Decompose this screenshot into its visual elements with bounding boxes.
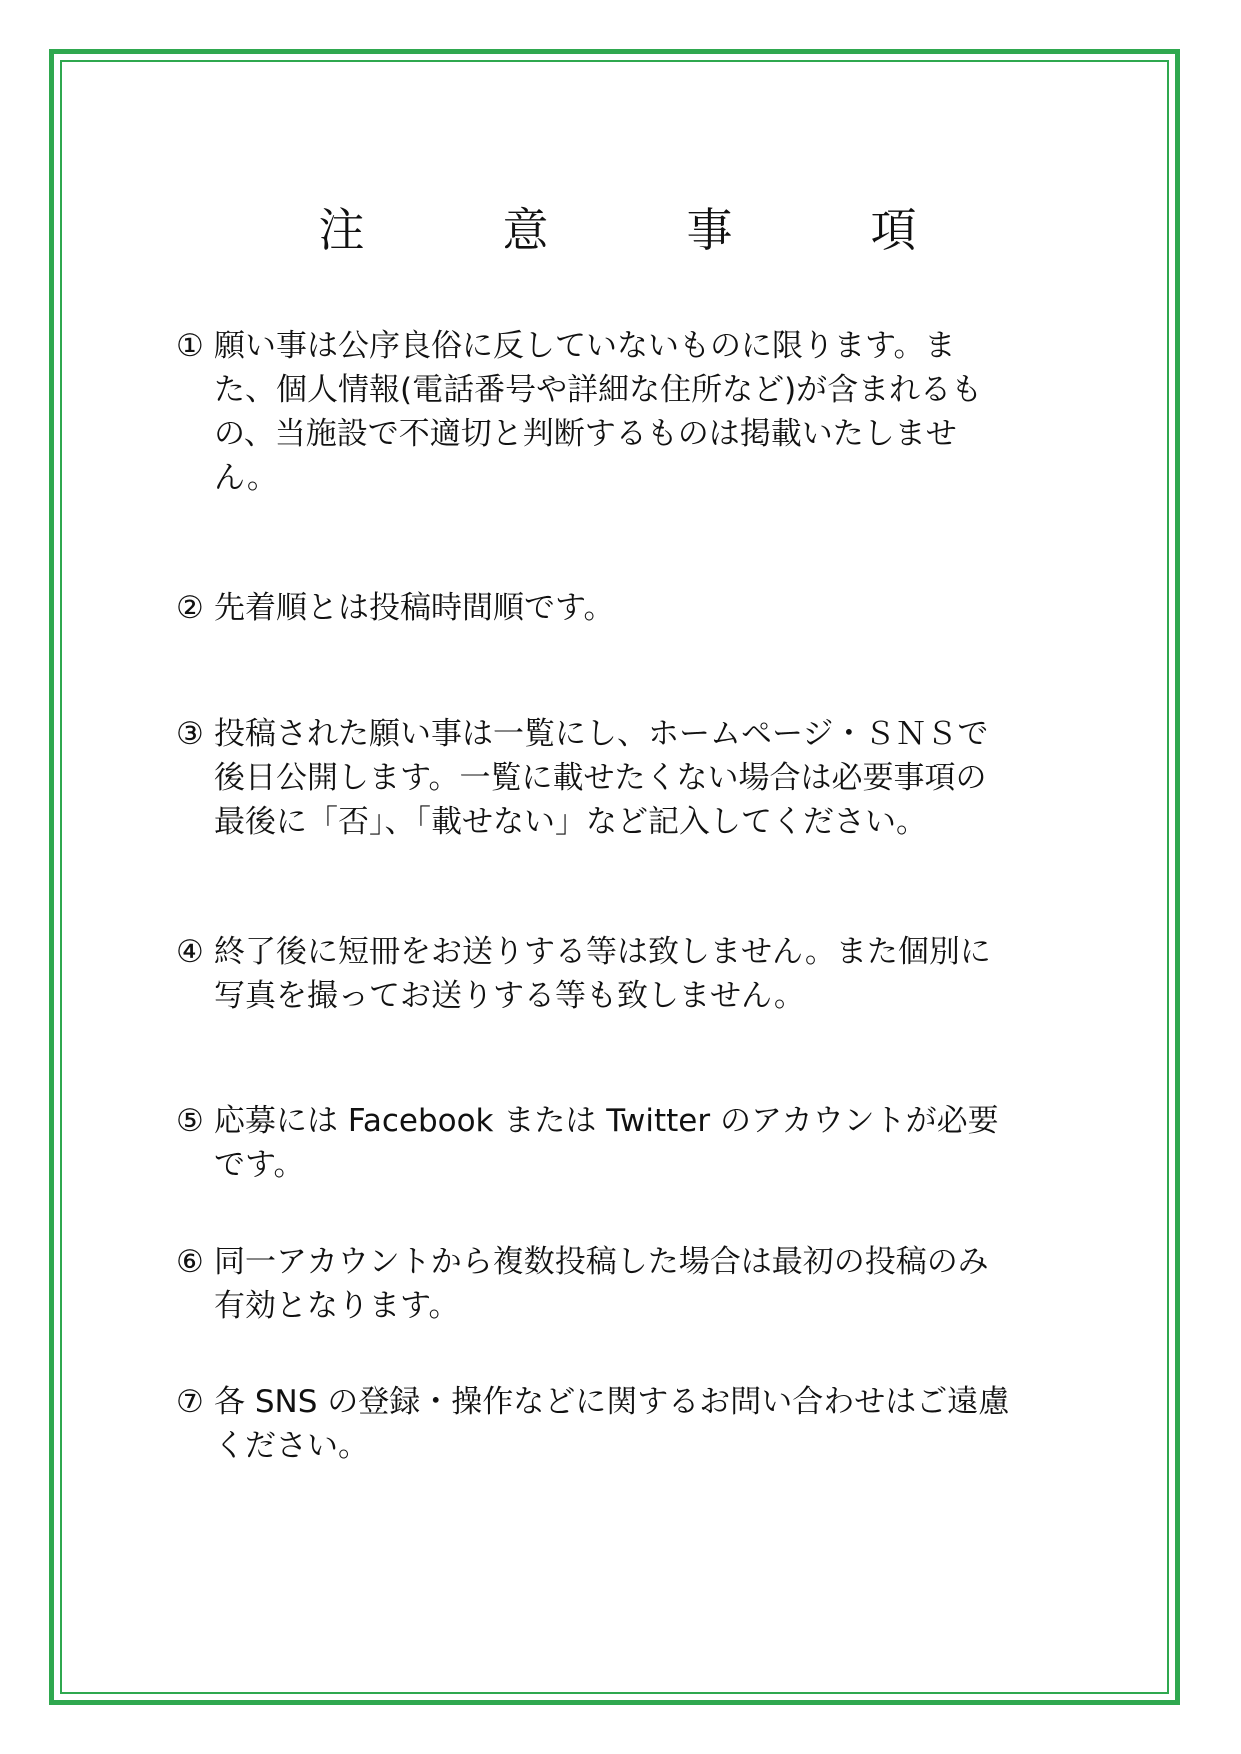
notice-item-2 — [176, 586, 1076, 630]
item-text: 終了後に短冊をお送りする等は致しません。また個別に 写真を撮ってお送りする等も致しません。 — [214, 934, 991, 1014]
item-number: ⑦ — [176, 1384, 204, 1420]
item-text: 先着順とは投稿時間順です。 — [214, 590, 615, 626]
notice-item-4 — [176, 930, 1076, 1018]
notice-item-5 — [176, 1099, 1076, 1187]
item-number: ② — [176, 590, 204, 626]
notice-item-1 — [176, 324, 1076, 500]
item-text: 願い事は公序良俗に反していないものに限ります。ま た、個人情報(電話番号や詳細な住所など)が含まれるも の、当施設で不適切と判断するものは掲載いたしませ ん。 — [214, 328, 983, 496]
item-text: 応募には Facebook または Twitter のアカウントが必要 です。 — [214, 1103, 999, 1183]
item-number: ⑥ — [176, 1244, 204, 1280]
notice-item-7 — [176, 1380, 1076, 1468]
item-text: 投稿された願い事は一覧にし、ホームページ・ＳＮＳで 後日公開します。一覧に載せたくない場合は必要事項の 最後に「否」、「載せない」など記入してください。 — [214, 716, 989, 840]
item-number: ⑤ — [176, 1103, 204, 1139]
item-number: ④ — [176, 934, 204, 970]
page-title: 注 意 事 項 — [318, 203, 963, 257]
notice-item-6 — [176, 1240, 1076, 1328]
item-number: ① — [176, 328, 204, 364]
notice-item-3 — [176, 712, 1076, 844]
item-text: 同一アカウントから複数投稿した場合は最初の投稿のみ 有効となります。 — [214, 1244, 989, 1324]
item-text: 各 SNS の登録・操作などに関するお問い合わせはご遠慮 ください。 — [214, 1384, 1010, 1464]
item-number: ③ — [176, 716, 204, 752]
